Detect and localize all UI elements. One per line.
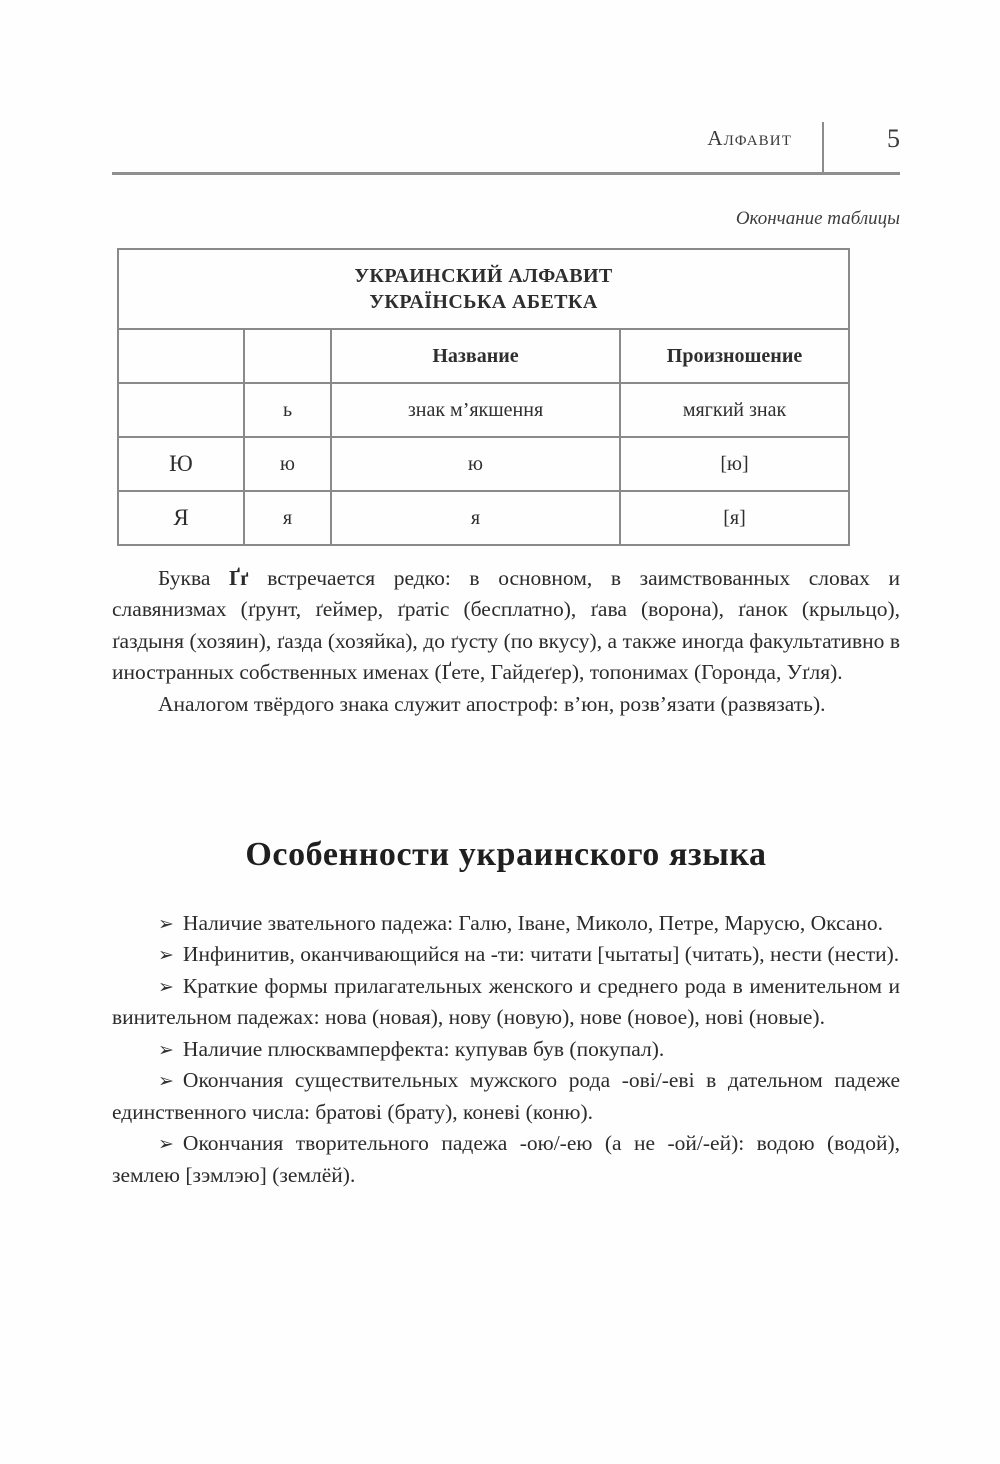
list-item — [112, 939, 900, 970]
running-head — [112, 126, 900, 172]
cell-lowercase: я — [244, 491, 331, 545]
ukrainian-alphabet-table — [117, 248, 850, 546]
table-row — [118, 437, 849, 491]
column-header-name: Название — [331, 329, 620, 383]
arrow-bullet-icon: ➢ — [158, 976, 174, 998]
list-item-text: Окончания творительного падежа -ою/-ею (а не -ой/-ей): водою (водой), землею [зэмлэю] (землёй). — [112, 1131, 900, 1187]
list-item — [112, 908, 900, 939]
paragraph-apostrophe: Аналогом твёрдого знака служит апостроф: в’юн, розв’язати (развязать). — [158, 691, 826, 716]
running-head-title: Алфавит — [707, 126, 792, 150]
running-head-rule — [112, 172, 900, 175]
list-item-text: Наличие звательного падежа: Галю, Іване, Миколо, Петре, Марусю, Оксано. — [182, 911, 884, 935]
cell-name: ю — [331, 437, 620, 491]
table-title-line-ua: УКРАЇНСЬКА АБЕТКА — [369, 291, 598, 313]
cell-pronunciation: [ю] — [620, 437, 849, 491]
list-item — [112, 1034, 900, 1065]
letter-ge-bold: Ґґ — [229, 566, 249, 590]
arrow-bullet-icon: ➢ — [158, 1134, 174, 1156]
paragraph-text-post: встречается редко: в основном, в заимствованных словах и славянизмах (ґрунт, ґеймер, ґратіс (бесплатно), ґава (ворона), ґанок (крыльцо), ґаздыня (хозяин), ґазда (хозяйка), до ґусту (по вкусу), а также иногда факультативно в иностранных собственных именах (Ґете, Гайдеґер), топонимах (Горонда, Уґля). — [112, 566, 900, 685]
cell-uppercase: Я — [118, 491, 244, 545]
paragraph-text-pre: Буква — [158, 566, 230, 590]
arrow-bullet-icon: ➢ — [158, 1039, 174, 1061]
table-continuation-caption: Окончание таблицы — [735, 208, 900, 229]
list-item-text: Окончания существительных мужского рода -ові/-еві в дательном падеже единственного числа: братові (брату), коневі (коню). — [112, 1068, 900, 1124]
list-item — [112, 1128, 900, 1191]
body-paragraphs — [112, 563, 900, 720]
column-header-uppercase — [118, 329, 244, 383]
table-title-cell — [118, 249, 849, 329]
section-heading: Особенности украинского языка — [245, 836, 767, 873]
column-header-lowercase — [244, 329, 331, 383]
arrow-bullet-icon: ➢ — [158, 1071, 174, 1093]
table-title-line-ru: УКРАИНСКИЙ АЛФАВИТ — [354, 264, 613, 287]
list-item — [112, 1065, 900, 1128]
list-item-text: Инфинитив, оканчивающийся на -ти: читати [чытаты] (читать), нести (нести). — [182, 942, 900, 967]
paragraph-letter-ge — [112, 563, 900, 689]
cell-pronunciation: [я] — [620, 491, 849, 545]
list-item — [112, 971, 900, 1034]
arrow-bullet-icon: ➢ — [158, 945, 174, 967]
table-title-row — [118, 249, 849, 329]
table-header-row — [118, 329, 849, 383]
cell-pronunciation: мягкий знак — [620, 383, 849, 437]
cell-lowercase: ю — [244, 437, 331, 491]
cell-name: я — [331, 491, 620, 545]
cell-lowercase: ь — [244, 383, 331, 437]
cell-uppercase: Ю — [118, 437, 244, 491]
table-row — [118, 383, 849, 437]
cell-name: знак м’якшення — [331, 383, 620, 437]
features-list — [112, 908, 900, 1191]
arrow-bullet-icon: ➢ — [158, 914, 174, 935]
running-head-divider — [822, 122, 824, 174]
table-row — [118, 491, 849, 545]
column-header-pronunciation: Произношение — [620, 329, 849, 383]
list-item-text: Наличие плюсквамперфекта: купував був (покупал). — [182, 1036, 665, 1061]
list-item-text: Краткие формы прилагательных женского и среднего рода в именительном и винительном падежах: нова (новая), нову (новую), нове (новое), нові (новые). — [112, 973, 900, 1030]
page-number: 5 — [887, 124, 900, 153]
cell-uppercase — [118, 383, 244, 437]
